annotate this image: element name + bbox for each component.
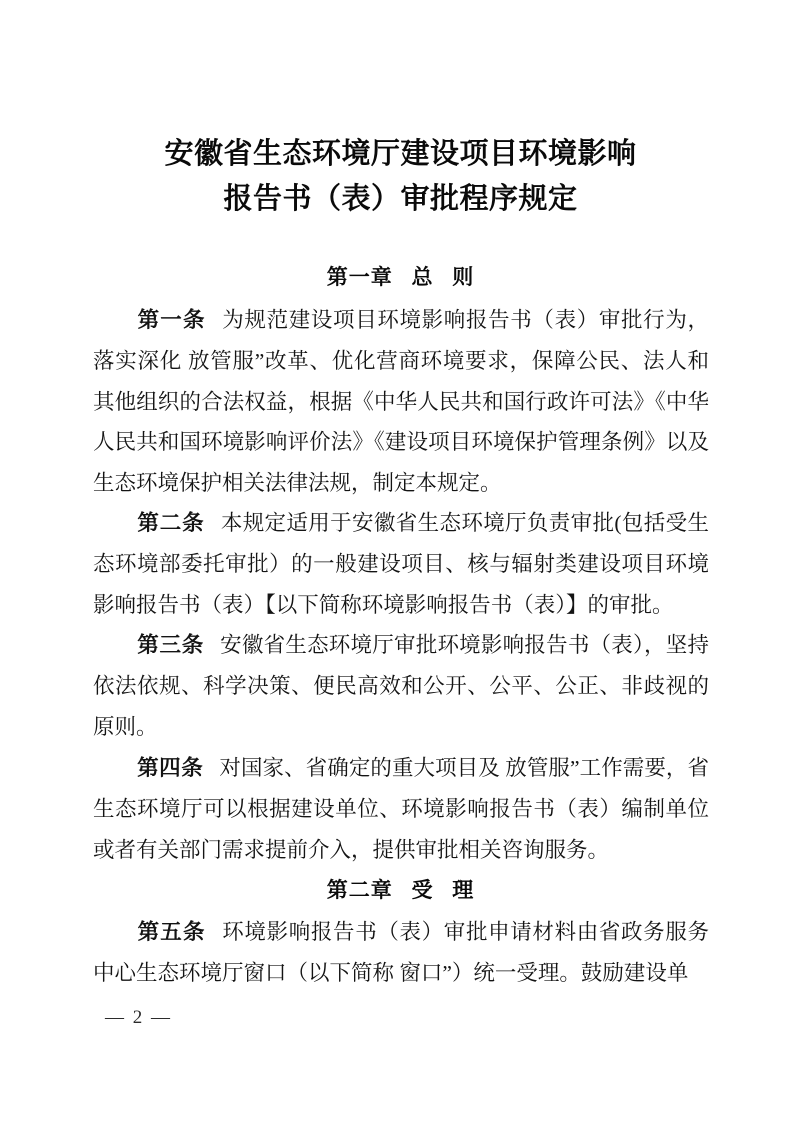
article-4-label: 第四条 bbox=[137, 756, 204, 780]
document-title-line-2: 报告书（表）审批程序规定 bbox=[223, 183, 578, 215]
article-1-label: 第一条 bbox=[137, 308, 206, 332]
article-4 bbox=[93, 748, 709, 870]
article-3-label: 第三条 bbox=[137, 633, 204, 657]
article-5-label: 第五条 bbox=[137, 920, 206, 944]
page-number: — 2 — bbox=[105, 1007, 172, 1028]
article-2-text: 本规定适用于安徽省生态环境厅负责审批(包括受生态环境部委托审批）的一般建设项目、核与辐射类建设项目环境影响报告书（表）【以下简称环境影响报告书（表）】的审批。 bbox=[93, 511, 709, 617]
document-title bbox=[93, 132, 708, 222]
article-3-text: 安徽省生态环境厅审批环境影响报告书（表），坚持依法依规、科学决策、便民高效和公开、公平、公正、非歧视的原则。 bbox=[93, 633, 709, 739]
article-1 bbox=[93, 300, 709, 504]
chapter-heading-1: 第一章 总 则 bbox=[326, 265, 475, 289]
article-3 bbox=[93, 625, 709, 747]
article-5 bbox=[93, 912, 709, 994]
chapter-heading-2: 第二章 受 理 bbox=[326, 878, 475, 902]
document-title-line-1: 安徽省生态环境厅建设项目环境影响 bbox=[164, 138, 637, 170]
article-5-text: 环境影响报告书（表）审批申请材料由省政务服务中心生态环境厅窗口（以下简称 窗口”）统一受理。鼓励建设单 bbox=[93, 920, 709, 985]
article-4-text: 对国家、省确定的重大项目及 放管服”工作需要，省生态环境厅可以根据建设单位、环境影响报告书（表）编制单位或者有关部门需求提前介入，提供审批相关咨询服务。 bbox=[93, 756, 709, 862]
article-2 bbox=[93, 503, 709, 625]
article-2-label: 第二条 bbox=[137, 511, 205, 535]
article-1-text: 为规范建设项目环境影响报告书（表）审批行为，落实深化 放管服”改革、优化营商环境要求，保障公民、法人和其他组织的合法权益，根据《中华人民共和国行政许可法》《中华人民共和国环境影响评价法》《建设项目环境保护管理条例》以及生态环境保护相关法律法规，制定本规定。 bbox=[93, 308, 709, 496]
